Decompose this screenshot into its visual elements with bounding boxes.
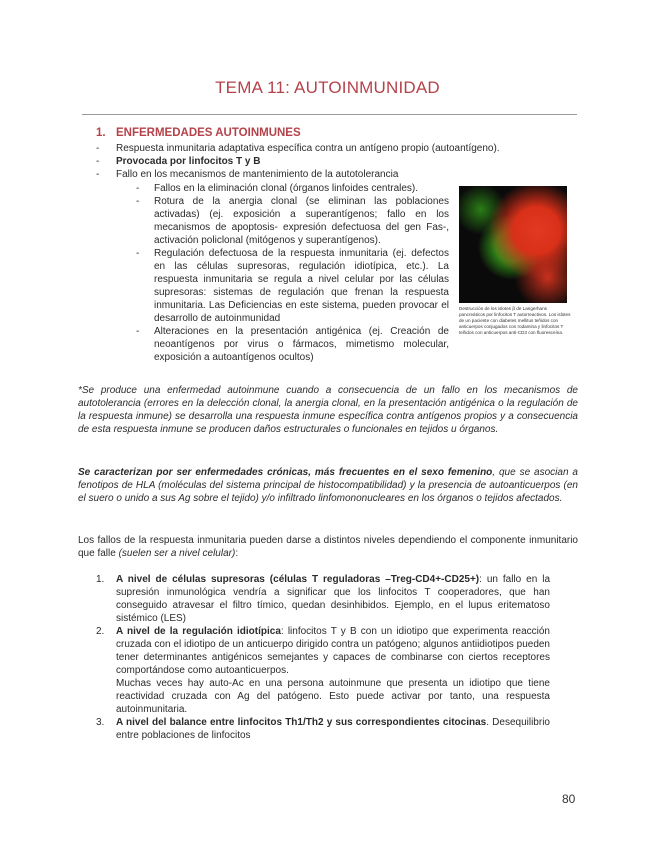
section-number: 1. xyxy=(96,127,106,139)
paragraph-levels-intro xyxy=(78,534,578,560)
paragraph-definition: *Se produce una enfermedad autoinmune cuando a consecuencia de un fallo en los mecanismos de autotolerancia (errores en la delección clonal, la anergia clonal, en la presentación antigénica o la regulación de la respuesta inmune) se desarrolla una respuesta inmune específica contra antígenos propios y a consecuencia de esta respuesta inmune se producen daños estructurales o funcionales en tejidos u órganos. xyxy=(78,385,578,435)
bullet-text: Respuesta inmunitaria adaptativa específica contra un antígeno propio (autoantígeno). xyxy=(116,143,500,154)
section-title: ENFERMEDADES AUTOINMUNES xyxy=(116,127,301,139)
level-item xyxy=(96,573,550,625)
level-bold-text: A nivel de la regulación idiotípica xyxy=(116,626,281,637)
bullet-text: Provocada por linfocitos T y B xyxy=(116,156,261,167)
micrograph-image xyxy=(459,186,567,303)
paragraph-text: Los fallos de la respuesta inmunitaria pueden darse a distintos niveles dependiendo el componente inmunitario que falle xyxy=(78,535,578,559)
sub-bullet-text: Rotura de la anergia clonal (se eliminan las poblaciones activadas) (ej. exposición a superantígenos; fallo en los mecanismos de apoptosis- expresión defectuosa del gen Fas-, activación policlonal (mitógenos y superantígenos). xyxy=(154,196,449,246)
main-bullet-list xyxy=(96,142,556,181)
bullet-item xyxy=(96,168,556,181)
page-number: 80 xyxy=(562,792,576,806)
level-bold-text: A nivel de células supresoras (células T reguladoras –Treg-CD4+-CD25+) xyxy=(116,574,480,585)
paragraph-text: : xyxy=(235,548,239,559)
level-item xyxy=(96,716,550,742)
sub-bullet-text: Fallos en la eliminación clonal (órganos linfoides centrales). xyxy=(154,183,419,194)
sub-bullet-item xyxy=(136,182,449,195)
level-number: 3. xyxy=(96,717,105,728)
level-number: 1. xyxy=(96,574,105,585)
level-text: : linfocitos T y B con un idiotipo que experimenta reacción cruzada con el idiotipo de un anticuerpo dirigido contra un patógeno; algunos antiidiotipos pueden tener determinantes antigénicos semejantes y capaces de combinarse con ciertos receptores comportándose como autoanticuerpos. xyxy=(116,626,550,676)
level-extra-text: Muchas veces hay auto-Ac en una persona autoinmune que presenta un idiotipo que tiene reactividad cruzada con Ag del patógeno. Esto puede activar por tanto, una respuesta autoinmunitaria. xyxy=(116,678,550,715)
figure-caption: Destrucción de los islotes β de Langerhans pancreáticos por linfocitos T autorreactivos. Los islotes de un paciente con diabetes mellitus teñidos con anticuerpos conjugados con rodamina y linfocitos T teñidos con anticuerpos anti-CD3 con fluoresceína. xyxy=(459,306,571,336)
level-text: . Desequilibrio entre poblaciones de linfocitos xyxy=(116,717,550,741)
paragraph-text: , que se asocian a fenotipos de HLA (moléculas del sistema principal de histocompatibilidad) y la presencia de autoanticuerpos (en el suero o unido a sus Ag sobre el tejido) y/o infiltrado linfomononucleares en los órganos o tejidos afectados. xyxy=(78,467,578,504)
sub-bullet-item xyxy=(136,247,449,325)
section-heading xyxy=(96,126,301,140)
bullet-item xyxy=(96,155,556,168)
sub-bullet-item xyxy=(136,325,449,364)
sub-bullet-text: Alteraciones en la presentación antigénica (ej. Creación de neoantígenos por virus o fármacos, mimetismo molecular, exposición a autoantígenos ocultos) xyxy=(154,326,449,363)
bullet-item xyxy=(96,142,556,155)
paragraph-italic-text: (suelen ser a nivel celular) xyxy=(118,548,236,559)
level-item xyxy=(96,625,550,716)
level-text: : un fallo en la supresión inmunológica vendría a significar que los linfocitos T cooperadores, que han conseguido atravesar el filtro tímico, quedan desinhibidos. Ejemplo, en el lupus eritematoso sistémico (LES) xyxy=(116,574,551,624)
level-bold-text: A nivel del balance entre linfocitos Th1/Th2 y sus correspondientes citocinas xyxy=(116,717,487,728)
paragraph-bold-text: Se caracterizan por ser enfermedades crónicas, más frecuentes en el sexo femenino xyxy=(78,467,493,478)
title-divider xyxy=(82,114,577,115)
sub-bullet-list xyxy=(136,182,449,364)
paragraph-characteristics xyxy=(78,466,578,505)
levels-list xyxy=(96,573,550,742)
sub-bullet-text: Regulación defectuosa de la respuesta inmunitaria (ej. defectos en las células supresoras, regulación idiotípica, etc.). La respuesta inmunitaria se regula a nivel celular por las células supresoras: sistemas de regulación que frenan la respuesta inmunitaria. Las Deficiencias en este sistema, pueden provocar el desarrollo de autoinmunidad xyxy=(154,248,449,324)
sub-bullet-item xyxy=(136,195,449,247)
bullet-text: Fallo en los mecanismos de mantenimiento de la autotolerancia xyxy=(116,169,399,180)
level-number: 2. xyxy=(96,626,105,637)
page-title: TEMA 11: AUTOINMUNIDAD xyxy=(215,78,440,97)
